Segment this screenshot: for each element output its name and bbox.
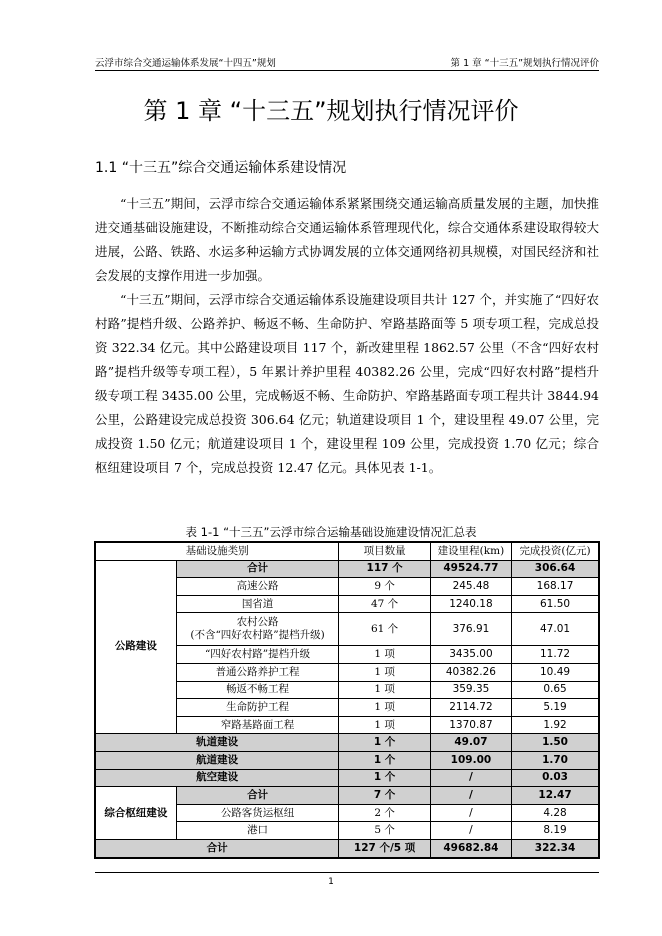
row-mileage: 40382.26 [430,663,511,681]
row-name [176,613,339,646]
page-number: 1 [328,877,334,887]
row-mileage: 245.48 [430,578,511,596]
row-investment: 168.17 [512,578,599,596]
row-investment: 0.03 [512,769,599,787]
row-count: 1 项 [339,663,430,681]
row-mileage: 2114.72 [430,699,511,717]
row-count: 127 个/5 项 [339,839,430,857]
row-count: 9 个 [339,578,430,596]
highway-group-label: 公路建设 [95,560,176,734]
row-count: 7 个 [339,787,430,805]
paragraph-1-text: “十三五”期间，云浮市综合交通运输体系紧紧围绕交通运输高质量发展的主题，加快推进交通基础设施建设，不断推动综合交通运输体系管理现代化，综合交通体系建设取得较大进展，公路、铁路、水运多种运输方式协调发展的立体交通网络初具规模，对国民经济和社会发展的支撑作用进一步加强。 [95,196,599,283]
row-mileage: / [430,769,511,787]
row-investment: 1.92 [512,716,599,734]
row-name: “四好农村路”提档升级 [176,646,339,664]
row-mileage: 1240.18 [430,595,511,613]
paragraph-2-text: “十三五”期间，云浮市综合交通运输体系设施建设项目共计 127 个，并实施了“四好农村路”提档升级、公路养护、畅返不畅、生命防护、窄路基路面等 5 项专项工程，完成总投资 322.34 亿元。其中公路建设项目 117 个，新改建里程 1862.57 公里（不含“四好农村路”提档升级等专项工程），5 年累计养护里程 40382.26 公里，完成“四好农村路”提档升级专项工程 3435.00 公里，完成畅返不畅、生命防护、窄路基路面专项工程共计 3844.94 公里，公路建设完成总投资 306.64 亿元；轨道建设项目 1 个，建设里程 49.07 公里，完成投资 1.50 亿元；航道建设项目 1 个，建设里程 109 公里，完成投资 1.70 亿元；综合枢纽建设项目 7 个，完成总投资 12.47 亿元。具体见表 1-1。 [95,292,599,475]
grand-total-label: 合计 [95,839,339,857]
hub-group-label: 综合枢纽建设 [95,787,176,840]
chapter-title: 第 1 章 “十三五”规划执行情况评价 [143,97,519,125]
row-investment: 47.01 [512,613,599,646]
row-mileage: 49.07 [430,734,511,752]
row-name-line2: (不含“四好农村路”提档升级) [190,629,325,642]
table-row [95,751,599,769]
row-investment: 1.70 [512,751,599,769]
row-name: 普通公路养护工程 [176,663,339,681]
row-count: 1 项 [339,699,430,717]
row-investment: 322.34 [512,839,599,857]
row-investment: 5.19 [512,699,599,717]
footer-rule [95,872,599,873]
row-investment: 61.50 [512,595,599,613]
row-count: 117 个 [339,560,430,578]
row-mileage: 49524.77 [430,560,511,578]
row-investment: 8.19 [512,822,599,840]
page-header [95,53,599,69]
row-count: 1 个 [339,769,430,787]
row-mileage: 49682.84 [430,839,511,857]
row-name: 合计 [176,787,339,805]
row-mileage: 376.91 [430,613,511,646]
row-count: 5 个 [339,822,430,840]
row-mileage: 109.00 [430,751,511,769]
table-row [95,734,599,752]
table-row [95,769,599,787]
row-investment: 10.49 [512,663,599,681]
row-count: 1 项 [339,646,430,664]
infrastructure-summary-table [94,541,600,859]
paragraph-2 [95,288,599,480]
row-name: 生命防护工程 [176,699,339,717]
row-count: 1 个 [339,751,430,769]
row-name: 畅返不畅工程 [176,681,339,699]
waterway-label: 航道建设 [95,751,339,769]
header-mileage: 建设里程(km) [430,542,511,560]
row-investment: 4.28 [512,804,599,822]
aviation-label: 航空建设 [95,769,339,787]
header-right: 第 1 章 “十三五”规划执行情况评价 [450,58,599,69]
header-investment: 完成投资(亿元) [512,542,599,560]
row-count: 1 项 [339,716,430,734]
row-mileage: 1370.87 [430,716,511,734]
row-count: 47 个 [339,595,430,613]
header-count: 项目数量 [339,542,430,560]
row-mileage: 359.35 [430,681,511,699]
table-row [95,560,599,578]
row-mileage: / [430,787,511,805]
row-name: 窄路基路面工程 [176,716,339,734]
paragraph-1 [95,192,599,288]
row-count: 2 个 [339,804,430,822]
row-name: 合计 [176,560,339,578]
row-mileage: / [430,804,511,822]
header-rule [95,70,599,71]
row-count: 1 个 [339,734,430,752]
row-investment: 0.65 [512,681,599,699]
row-name-line1: 农村公路 [236,616,279,629]
row-count: 61 个 [339,613,430,646]
header-category: 基础设施类别 [95,542,339,560]
table-caption: 表 1-1 “十三五”云浮市综合运输基础设施建设情况汇总表 [185,525,477,539]
header-left: 云浮市综合交通运输体系发展“十四五”规划 [95,58,276,69]
row-name: 公路客货运枢纽 [176,804,339,822]
rail-label: 轨道建设 [95,734,339,752]
row-investment: 306.64 [512,560,599,578]
table-row [95,839,599,857]
row-mileage: 3435.00 [430,646,511,664]
row-mileage: / [430,822,511,840]
row-count: 1 项 [339,681,430,699]
table-row [95,787,599,805]
row-name: 港口 [176,822,339,840]
row-name: 高速公路 [176,578,339,596]
row-investment: 12.47 [512,787,599,805]
row-investment: 11.72 [512,646,599,664]
section-title: 1.1 “十三五”综合交通运输体系建设情况 [95,160,347,176]
table-header-row [95,542,599,560]
row-name: 国省道 [176,595,339,613]
row-investment: 1.50 [512,734,599,752]
